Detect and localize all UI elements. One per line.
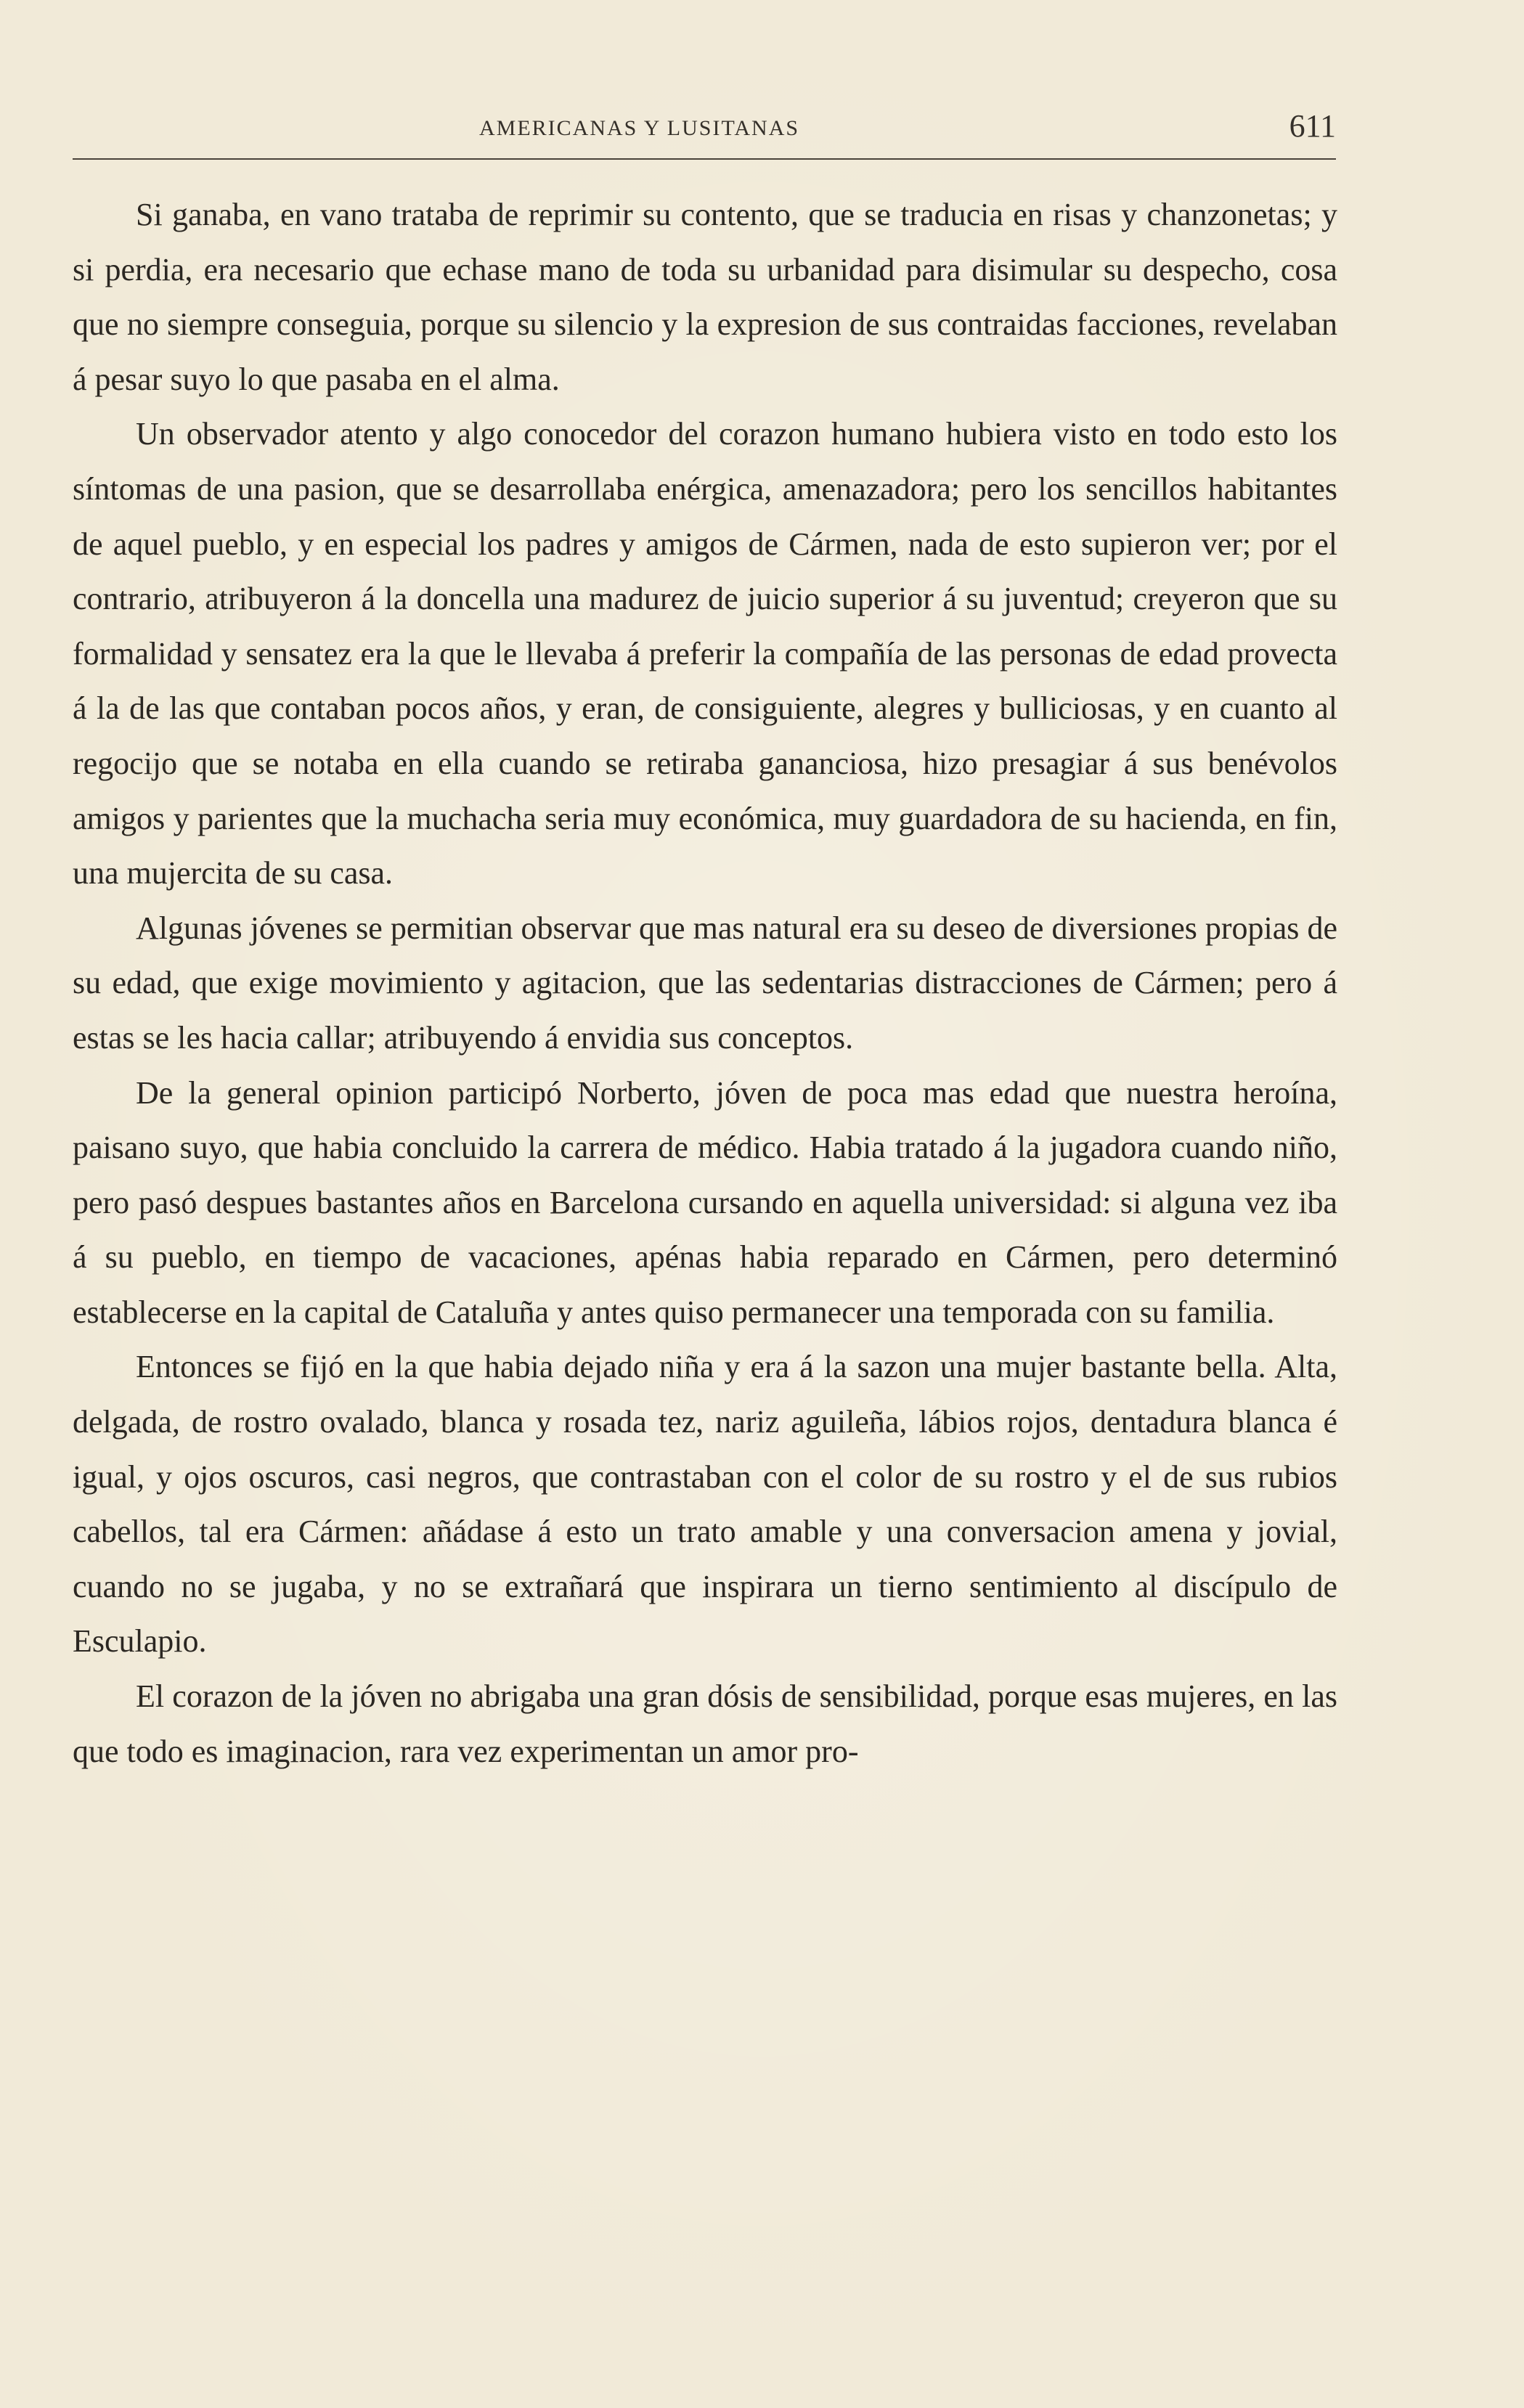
page-number: 611 [1289,108,1336,144]
paragraph-5: Entonces se fijó en la que habia dejado niña y era á la sazon una mujer bastante bella. Alta, delgada, de rostro ovalado, blanca y rosada tez, nariz aguileña, lábios rojos, dentadura blanca é igual, y ojos oscuros, casi negros, que contrastaban con el color de su rostro y el de sus rubios cabellos, tal era Cármen: añádase á esto un trato amable y una conversacion amena y jovial, cuando no se jugaba, y no se extrañará que inspirara un tierno sentimiento al discípulo de Esculapio. [73,1349,1337,1660]
paragraph-2: Un observador atento y algo conocedor del corazon humano hubiera visto en todo esto los síntomas de una pasion, que se desarrollaba enérgica, amenazadora; pero los sencillos habitantes de aquel pueblo, y en especial los padres y amigos de Cármen, nada de esto supieron ver; por el contrario, atribuyeron á la doncella una madurez de juicio superior á su juventud; creyeron que su formalidad y sensatez era la que le llevaba á preferir la compañía de las personas de edad provecta á la de las que contaban pocos años, y eran, de consiguiente, alegres y bulliciosas, y en cuanto al regocijo que se notaba en ella cuando se retiraba gananciosa, hizo presagiar á sus benévolos amigos y parientes que la muchacha seria muy económica, muy guardadora de su hacienda, en fin, una mujercita de su casa. [73,416,1337,891]
paragraph-1: Si ganaba, en vano trataba de reprimir su contento, que se traducia en risas y chanzonetas; y si perdia, era necesario que echase mano de toda su urbanidad para disimular su despecho, cosa que no siempre conseguia, porque su silencio y la expresion de sus contraidas facciones, revelaban á pesar suyo lo que pasaba en el alma. [73,197,1337,397]
body-text [73,187,1337,1779]
running-head [73,103,1336,161]
paragraph-4: De la general opinion participó Norberto, jóven de poca mas edad que nuestra heroína, paisano suyo, que habia concluido la carrera de médico. Habia tratado á la jugadora cuando niño, pero pasó despues bastantes años en Barcelona cursando en aquella universidad: si alguna vez iba á su pueblo, en tiempo de vacaciones, apénas habia reparado en Cármen, pero determinó establecerse en la capital de Cataluña y antes quiso permanecer una temporada con su familia. [73,1074,1337,1330]
paragraph-3: Algunas jóvenes se permitian observar que mas natural era su deseo de diversiones propias de su edad, que exige movimiento y agitacion, que las sedentarias distracciones de Cármen; pero á estas se les hacia callar; atribuyendo á envidia sus conceptos. [73,910,1337,1056]
header-rule [73,158,1336,160]
running-title: AMERICANAS Y LUSITANAS [479,116,800,140]
paragraph-6: El corazon de la jóven no abrigaba una gran dósis de sensibilidad, porque esas mujeres, en las que todo es imaginacion, rara vez experimentan un amor pro- [73,1678,1337,1769]
